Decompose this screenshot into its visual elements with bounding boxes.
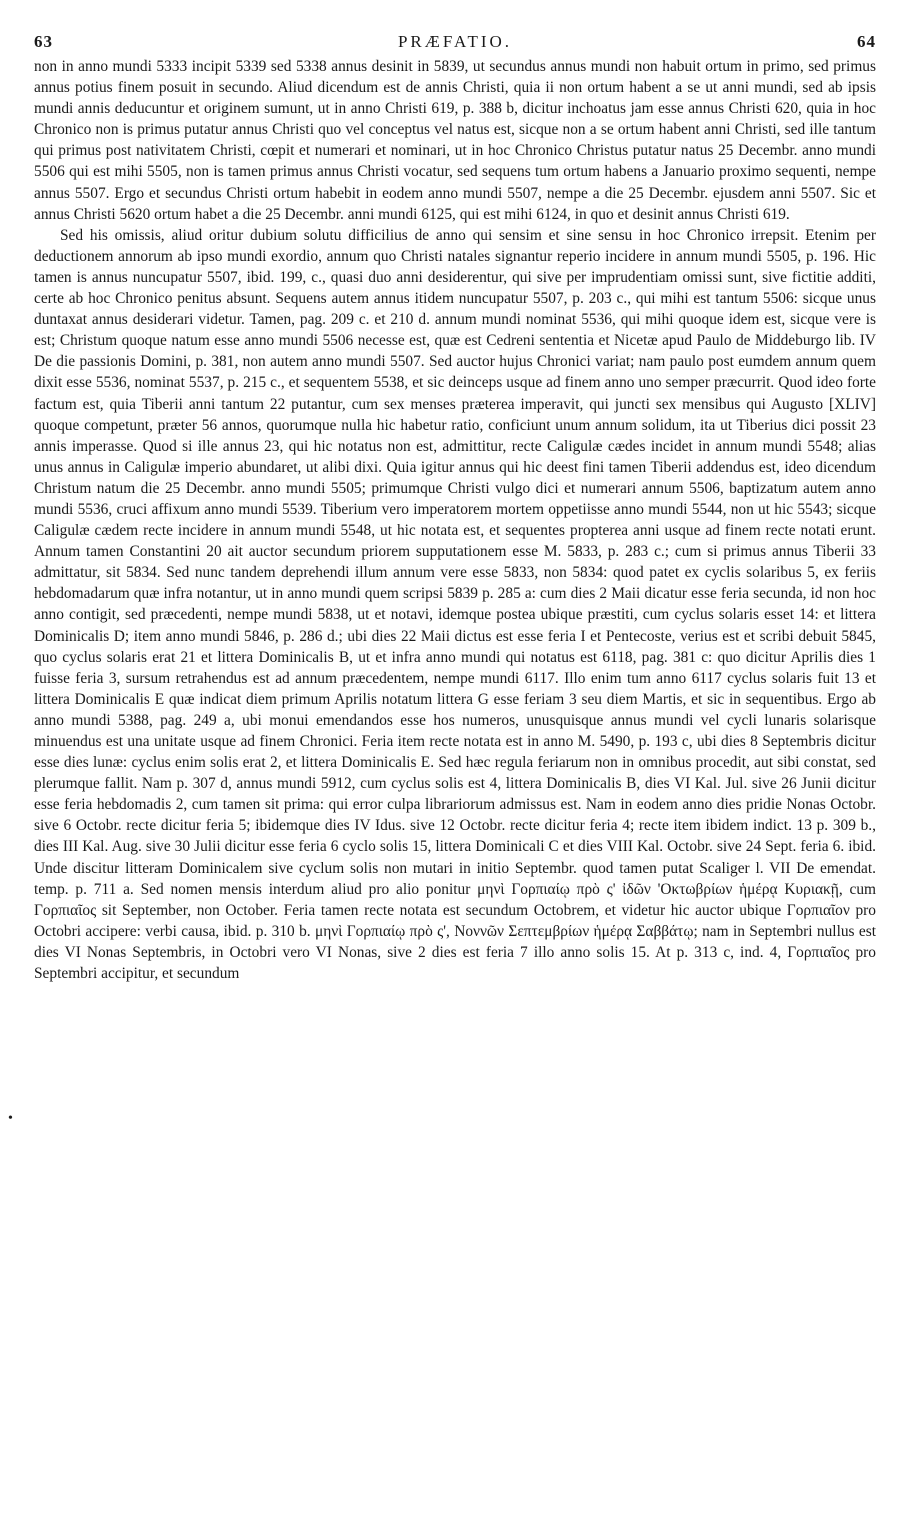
- paragraph-1: non in anno mundi 5333 incipit 5339 sed 5338 annus desinit in 5839, ut secundus annus mundi non habuit ortum in primo, sed primus annus potius finem posuit in secundo. Aliud dicendum est de annis Christi, quia ii non ortum habent a se ut anni mundi, sed ab ipsis mundi annis deducuntur et originem sumunt, ut in anno Christi 619, p. 388 b, dicitur inchoatus jam esse annus Christi 620, quia in hoc Chronico non is primus putatur annus Christi quo vel conceptus vel natus est, sicque non a se ortum habent anni Christi, sed ille tantum qui primus post nativitatem Christi, cœpit et numerari et nominari, ut in hoc Chronico Christus putatur natus 25 Decembr. anno mundi 5506 qui est mihi 5505, non is tamen primus annus Christi vocatur, sed sequens tum ortum habens a Januario proximo sequenti, nempe annus 5507. Ergo et secundus Christi ortum habebit in eodem anno mundi 5507, nempe a die 25 Decembr. ejusdem anni 5507. Sic et annus Christi 5620 ortum habet a die 25 Decembr. anni mundi 6125, qui est mihi 6124, in quo et desinit annus Christi 619.: [34, 58, 876, 223]
- page-number-left: 63: [34, 32, 53, 51]
- margin-mark-dot: •: [8, 1111, 13, 1126]
- running-head: [34, 32, 876, 52]
- running-title: PRÆFATIO.: [397, 32, 513, 51]
- paragraph-2: Sed his omissis, aliud oritur dubium solutu difficilius de anno qui sensim et sine sensu in hoc Chronico irrepsit. Etenim per deductionem annorum ab ipso mundi exordio, annum quo Christi natales signantur reperio incidere in annum mundi 5505, p. 196. Hic tamen is annus nuncupatur 5507, ibid. 199, c., quasi duo anni desiderentur, qui sive per imprudentiam omissi sunt, sive fictitie additi, certe ab hoc Chronico penitus absunt. Sequens autem annus itidem nuncupatur 5507, p. 203 c., qui mihi est tantum 5506: sicque unus duntaxat annus desiderari videtur. Tamen, pag. 209 c. et 210 d. annum mundi nominat 5536, qui mihi quoque idem est, sicque vere is est; Christum quoque natum esse anno mundi 5506 necesse est, quæ est Cedreni sententia et Nicetæ apud Paulo de Middeburgo lib. IV De die passionis Domini, p. 381, non autem anno mundi 5507. Sed auctor hujus Chronici variat; nam paulo post eumdem annum quem dixit esse 5536, nominat 5537, p. 215 c., et sequentem 5538, et sic deinceps usque ad finem anno uno semper præcurrit. Quod ideo forte factum est, quia Tiberii anni tantum 22 putantur, cum sex menses præterea imperavit, qui juncti sex mensibus qui Augusto [XLIV] quoque competunt, præter 56 annos, quorumque nulla hic habetur ratio, conficiunt unum annum solidum, ita ut Tiberius dici possit 23 annis imperasse. Quod si ille annus 23, qui hic notatus non est, admittitur, recte Caligulæ cædes incidet in annum mundi 5548; alias unus annus in Caligulæ imperio abundaret, ut alibi dixi. Quia igitur annus qui hic deest fini tamen Tiberii addendus est, ideo dicendum Christum natum die 25 Decembr. anno mundi 5505; primumque Christi vulgo dici et numerari annum 5506, baptizatum autem anno mundi 5536, cruci affixum anno mundi 5539. Tiberium vero imperatorem mortem oppetiisse anno mundi 5544, non ut hic 5543; sicque Caligulæ cædem recte incidere in annum mundi 5548, ut hic notata est, et sequentes propterea anni usque ad finem recte notati erunt. Annum tamen Constantini 20 ait auctor secundum priorem supputationem esse M. 5833, p. 283 c.; cum si primus annus Tiberii 33 admittatur, sit 5834. Sed nunc tandem deprehendi illum annum vere esse 5833, non 5834: quod patet ex cyclis solaribus 5, ex feriis hebdomadarum quæ infra notantur, ut in anno mundi quem scripsi 5839 p. 285 a: cum dies 2 Maii dicatur esse feria secunda, id non hoc anno contigit, sed præcedenti, nempe mundi 5838, ut et notavi, idemque postea ubique præstiti, cum cyclus solaris esset 14: et littera Dominicalis D; item anno mundi 5846, p. 286 d.; ubi dies 22 Maii dictus est esse feria I et Pentecoste, verius est et scribi debuit 5845, quo cyclus solaris erat 21 et littera Dominicalis B, ut et infra anno mundi qui notatus est 6118, pag. 381 c: quo dicitur Aprilis dies 1 fuisse feria 3, sursum retrahendus est ad annum præcedentem, nempe mundi 6117. Illo enim tum anno 6117 cyclus solaris fuit 13 et littera Dominicalis E quæ indicat diem primum Aprilis notatum littera G esse feriam 3 seu diem Martis, et sic in sequentibus. Ergo ab anno mundi 5388, pag. 249 a, ubi monui emendandos esse hos numeros, unusquisque annus mundi vel cycli lunaris solarisque minuendus est una unitate usque ad finem Chronici. Feria item recte notata est in anno M. 5490, p. 193 c, ubi dies 8 Septembris dicitur esse dies lunæ: cyclus enim solis erat 2, et littera Dominicalis E. Sed hæc regula feriarum non in omnibus procedit, aut sibi constat, sed plerumque fallit. Nam p. 307 d, annus mundi 5912, cum cyclus solis est 4, littera Dominicalis B, dies VI Kal. Jul. sive 26 Junii dicitur esse feria hebdomadis 2, cum tamen sit prima: qui error culpa librariorum admissus est. Nam in eodem anno dies pridie Nonas Octobr. sive 6 Octobr. recte dicitur feria 5; ibidemque dies IV Idus. sive 12 Octobr. recte dicitur feria 4; recte item ibidem indict. 13 p. 309 b., dies III Kal. Aug. sive 30 Julii dicitur esse feria 6 cyclo solis 15, littera Dominicali C et dies VIII Kal. Octobr. sive 24 Sept. feria 6. ibid. Unde discitur litteram Dominicalem sive cyclum solis non mutari in initio Septembr. quod tamen putat Scaliger l. VII De emendat. temp. p. 711 a. Sed nomen mensis interdum aliud pro alio ponitur μηνὶ Γορπιαίῳ πρὸ ς' ἰδῶν 'Οκτωβρίων ἡμέρᾳ Κυριακῇ, cum Γορπιαῖος sit September, non October. Feria tamen recte notata est secundum Octobrem, et videtur hic auctor ubique Γορπιαῖον pro Octobri accipere: verbi causa, ibid. p. 310 b. μηνὶ Γορπιαίῳ πρὸ ς', Νοννῶν Σεπτεμβρίων ἡμέρᾳ Σαββάτῳ; nam in Septembri nullus est dies VI Nonas Septembris, in Octobri vero VI Nonas, sive 2 dies est feria 7 illo anno solis 15. At p. 313 c, ind. 4, Γορπιαῖος pro Septembri accipitur, et secundum: [34, 226, 876, 983]
- page-number-right: 64: [856, 32, 876, 51]
- body-text: [34, 56, 876, 984]
